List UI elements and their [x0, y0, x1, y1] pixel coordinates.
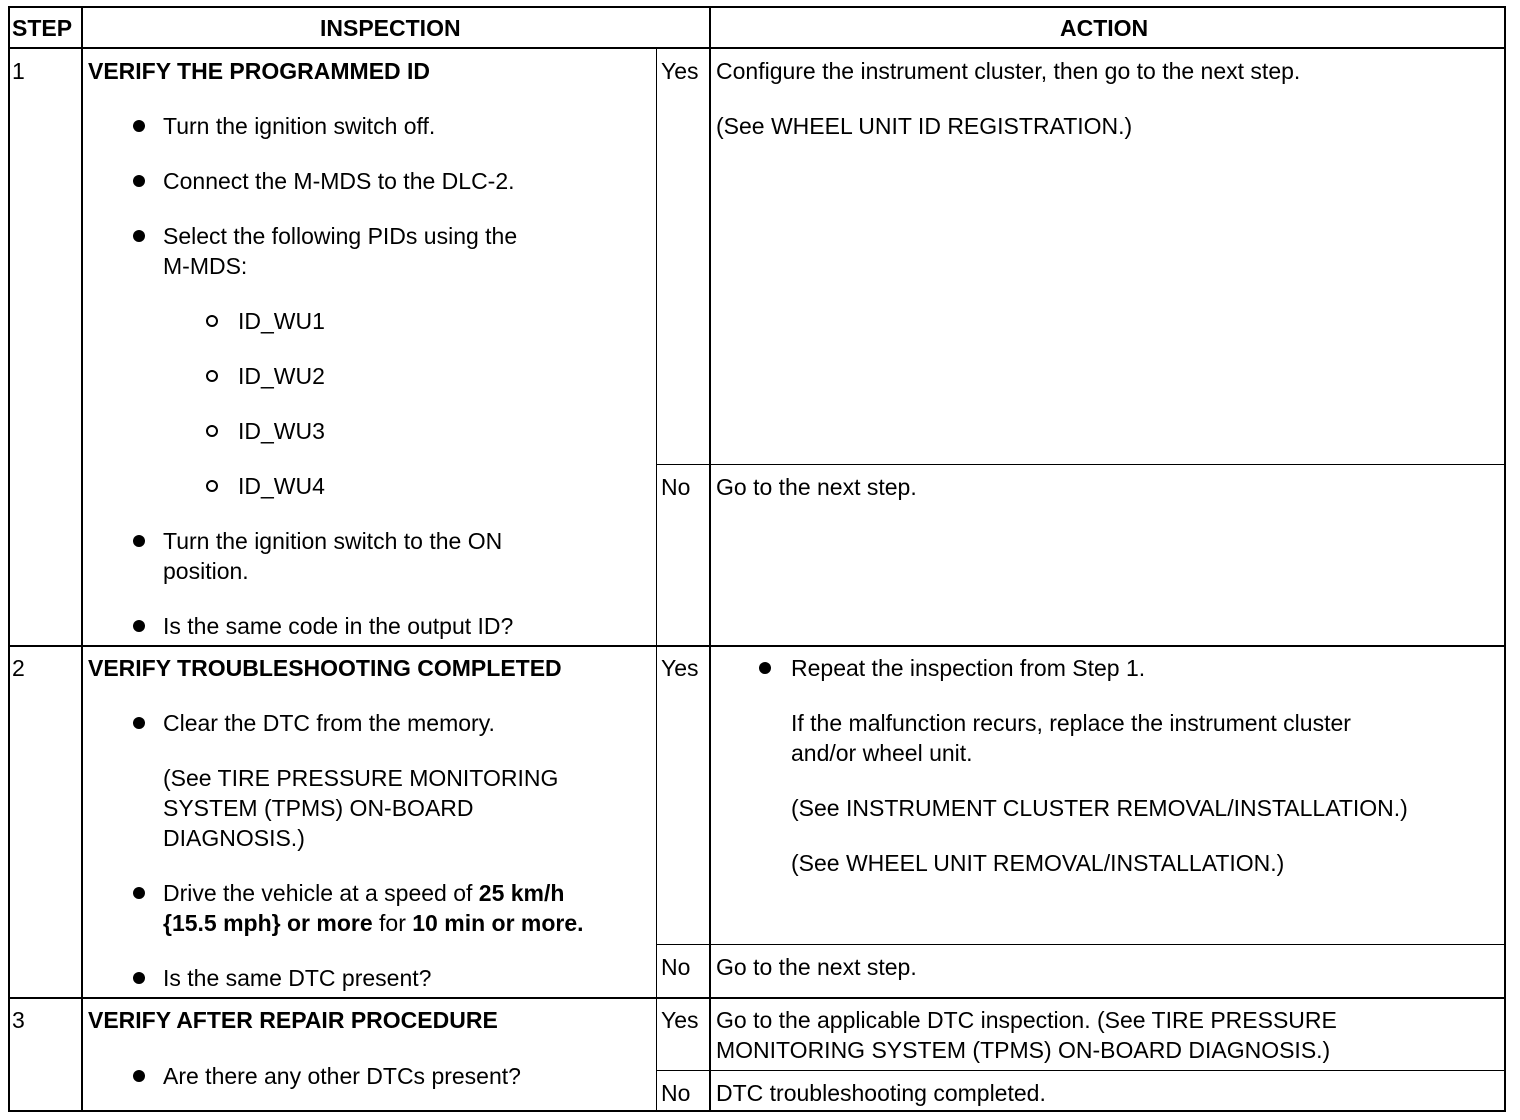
- action-text: If the malfunction recurs, replace the instrument cluster: [791, 710, 1351, 736]
- action-text: Configure the instrument cluster, then go to the next step.: [716, 58, 1301, 84]
- step1-rule: [8, 645, 1506, 647]
- inspection-item: position.: [163, 558, 249, 584]
- step-number: 3: [12, 1007, 25, 1033]
- action-text: Go to the applicable DTC inspection. (See TIRE PRESSURE: [716, 1007, 1337, 1033]
- bullet-icon: [133, 230, 145, 242]
- sub-bullet-icon: [206, 370, 218, 382]
- step-title: VERIFY TROUBLESHOOTING COMPLETED: [88, 655, 562, 681]
- pid-item: ID_WU3: [238, 418, 325, 444]
- inspection-item: (See TIRE PRESSURE MONITORING: [163, 765, 559, 791]
- step-number: 1: [12, 58, 25, 84]
- header-inspection: INSPECTION: [320, 15, 461, 41]
- no-label: No: [661, 474, 691, 500]
- pid-item: ID_WU1: [238, 308, 325, 334]
- inspection-item: M-MDS:: [163, 253, 248, 279]
- step1-yes-no-rule: [656, 464, 1506, 465]
- speed-value: 25 km/h: [478, 880, 565, 906]
- action-text: Go to the next step.: [716, 474, 917, 500]
- header-action: ACTION: [1060, 15, 1149, 41]
- action-text: and/or wheel unit.: [791, 740, 973, 766]
- pid-item: ID_WU4: [238, 473, 325, 499]
- yes-label: Yes: [661, 655, 699, 681]
- action-text: DTC troubleshooting completed.: [716, 1080, 1046, 1106]
- sub-bullet-icon: [206, 480, 218, 492]
- bullet-icon: [133, 175, 145, 187]
- inspection-item: Turn the ignition switch to the ON: [163, 528, 503, 554]
- inspection-item: Are there any other DTCs present?: [163, 1063, 521, 1089]
- action-text: (See WHEEL UNIT ID REGISTRATION.): [716, 113, 1133, 139]
- time-value: 10 min or more.: [412, 910, 584, 936]
- step-title: VERIFY THE PROGRAMMED ID: [88, 58, 431, 84]
- inspection-item: SYSTEM (TPMS) ON-BOARD: [163, 795, 474, 821]
- yes-label: Yes: [661, 58, 699, 84]
- header-rule: [8, 47, 1506, 49]
- bullet-icon: [133, 535, 145, 547]
- item-text: Drive the vehicle at a speed of: [163, 880, 479, 906]
- inspection-item: Is the same code in the output ID?: [163, 613, 514, 639]
- header-step: STEP: [12, 15, 73, 41]
- speed-value-mph: {15.5 mph} or more: [163, 910, 373, 936]
- step-number: 2: [12, 655, 25, 681]
- inspection-item: Clear the DTC from the memory.: [163, 710, 495, 736]
- inspection-item: [163, 908, 584, 938]
- step-title: VERIFY AFTER REPAIR PROCEDURE: [88, 1007, 498, 1033]
- bullet-icon: [133, 620, 145, 632]
- action-text: (See WHEEL UNIT REMOVAL/INSTALLATION.): [791, 850, 1285, 876]
- action-text: Repeat the inspection from Step 1.: [791, 655, 1146, 681]
- bullet-icon: [133, 120, 145, 132]
- action-text: Go to the next step.: [716, 954, 917, 980]
- bullet-icon: [759, 662, 771, 674]
- sub-bullet-icon: [206, 425, 218, 437]
- action-text: MONITORING SYSTEM (TPMS) ON-BOARD DIAGNOSIS.): [716, 1037, 1331, 1063]
- item-text: for: [372, 910, 413, 936]
- pid-item: ID_WU2: [238, 363, 325, 389]
- inspection-item: Turn the ignition switch off.: [163, 113, 436, 139]
- bullet-icon: [133, 887, 145, 899]
- step2-rule: [8, 997, 1506, 999]
- sub-bullet-icon: [206, 315, 218, 327]
- bullet-icon: [133, 972, 145, 984]
- step2-yes-no-rule: [656, 944, 1506, 945]
- step-col-rule: [81, 6, 83, 1112]
- action-text: (See INSTRUMENT CLUSTER REMOVAL/INSTALLATION.): [791, 795, 1408, 821]
- inspection-item: Connect the M-MDS to the DLC-2.: [163, 168, 515, 194]
- inspection-item: Is the same DTC present?: [163, 965, 432, 991]
- yes-label: Yes: [661, 1007, 699, 1033]
- inspection-item: [163, 878, 564, 908]
- no-label: No: [661, 954, 691, 980]
- bullet-icon: [133, 1070, 145, 1082]
- inspection-item: DIAGNOSIS.): [163, 825, 305, 851]
- bullet-icon: [133, 717, 145, 729]
- no-label: No: [661, 1080, 691, 1106]
- step3-yes-no-rule: [656, 1070, 1506, 1071]
- yesno-col-rule: [656, 48, 657, 1112]
- inspection-col-rule: [709, 6, 711, 1112]
- inspection-item: Select the following PIDs using the: [163, 223, 518, 249]
